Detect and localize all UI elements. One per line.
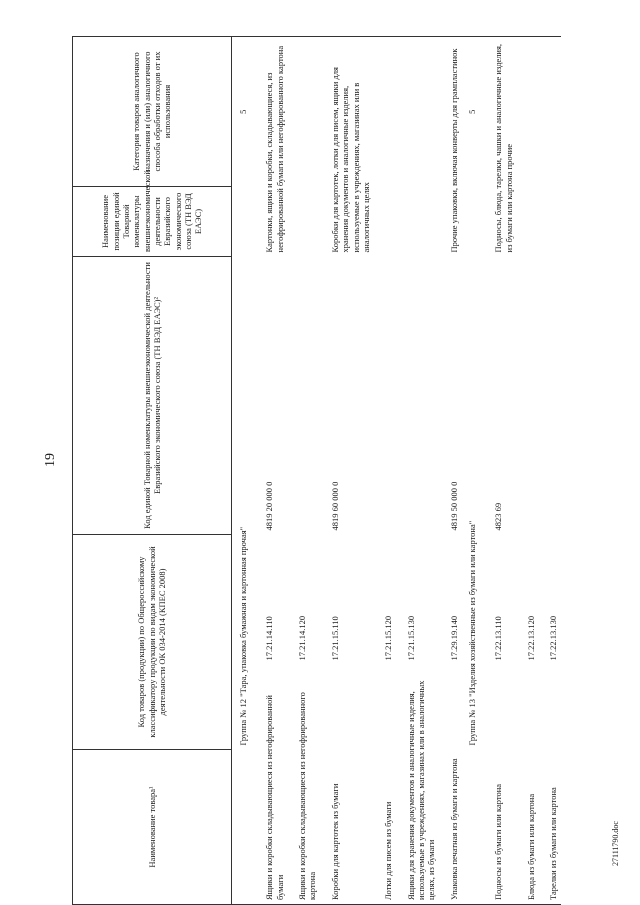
cell-tnved-code: 4819 60 000 0 [329,481,340,531]
group-category: 5 [461,36,483,186]
cell-name: Ящики и коробки складывающиеся из негофрированной бумаги [254,665,287,905]
rotated-table-container [72,37,632,905]
cell-name: Лотки для писем из бумаги [373,665,395,905]
cell-name: Ящики для хранения документов и аналогичные изделия, используемые в учреждениях, магазинах или в аналогичных целях, из бумаги [396,665,439,905]
cell-okpd: 17.21.15.130 [405,615,416,661]
table-row [320,36,373,904]
cell-okpd: 17.22.13.110 [493,616,504,661]
group-row [461,36,483,904]
table-row [396,36,439,904]
cell-okpd: 17.21.15.120 [383,615,394,661]
table-row [538,36,560,904]
cell-name: Коробки для картотек из бумаги [320,665,373,905]
cell-tnved-name [396,36,439,256]
group-row [232,36,255,904]
group-title: Группа № 12 "Тара, упаковка бумажная и картонная прочая" [238,526,248,746]
cell-name: Блюда из бумаги или картона [516,665,538,905]
cell-tnved-name [516,36,538,256]
cell-tnved-name [287,36,320,256]
header-category: Категория товаров аналогичного назначения и (или) аналогичного способа обработки отходов от их использования [73,36,232,186]
cell-okpd: 17.21.14.110 [264,616,275,661]
cell-tnved-name: Прочие упаковки, включая конверты для грампластинок [439,36,461,256]
cell-tnved-code: 4819 20 000 0 [264,481,275,531]
cell-okpd: 17.21.15.110 [329,616,340,661]
table-row [254,36,287,904]
cell-tnved-name: Коробки для картотек, лотки для писем, ящики для хранения документов и аналогичные изделия, используемые в учреждениях, магазинах или в аналогичных целях [320,36,373,256]
cell-okpd: 17.21.14.120 [297,615,308,661]
cell-tnved-code [538,256,560,534]
table-row [516,36,538,904]
table-row [287,36,320,904]
table-row [483,36,516,904]
cell-tnved-code: 4819 50 000 0 [448,481,459,531]
footer-filename: 27111790.doc [611,821,620,866]
page-number: 19 [43,453,58,467]
cell-tnved-name: Подносы, блюда, тарелки, чашки и аналогичные изделия, из бумаги или картона прочие [483,36,516,256]
cell-tnved-name [538,36,560,256]
cell-name: Ящики и коробки складывающиеся из негофрированного картона [287,665,320,905]
header-tnved-name: Наименование позиции единой Товарной номенклатуры внешнеэкономической деятельности Евразийского экономического союза (ТН ВЭД ЕАЭС) [73,186,232,256]
table-header-row [73,36,232,904]
header-name: Наименование товара¹ [73,750,232,905]
cell-okpd: 17.29.19.140 [448,615,459,661]
cell-tnved-code [516,256,538,534]
cell-tnved-name [373,36,395,256]
cell-okpd: 17.22.13.130 [548,615,559,661]
cell-name: Упаковка печатная из бумаги и картона [439,665,461,905]
cell-tnved-name: Картонки, ящики и коробки, складывающиеся, из негофрированной бумаги или негофрированного картона [254,36,287,256]
cell-name: Подносы из бумаги или картона [483,665,516,905]
header-okpd: Код товаров (продукции) по Общероссийскому классификатору продукции по видам экономической деятельности ОК 034-2014 (КПЕС 2008) [73,534,232,749]
group-category: 5 [232,36,255,186]
cell-tnved-code [373,256,395,534]
cell-tnved-code: 4823 69 [493,502,504,531]
table-row [439,36,461,904]
group-title: Группа № 13 "Изделия хозяйственные из бумаги или картона" [467,520,478,746]
header-tnved-code: Код единой Товарной номенклатуры внешнеэкономической деятельности Евразийского экономического союза (ТН ВЭД ЕАЭС)² [73,256,232,534]
cell-tnved-code [287,256,320,534]
cell-name: Тарелки из бумаги или картона [538,665,560,905]
table-row [373,36,395,904]
cell-tnved-code [396,256,439,534]
cell-okpd: 17.22.13.120 [526,615,537,661]
goods-table [72,36,561,905]
